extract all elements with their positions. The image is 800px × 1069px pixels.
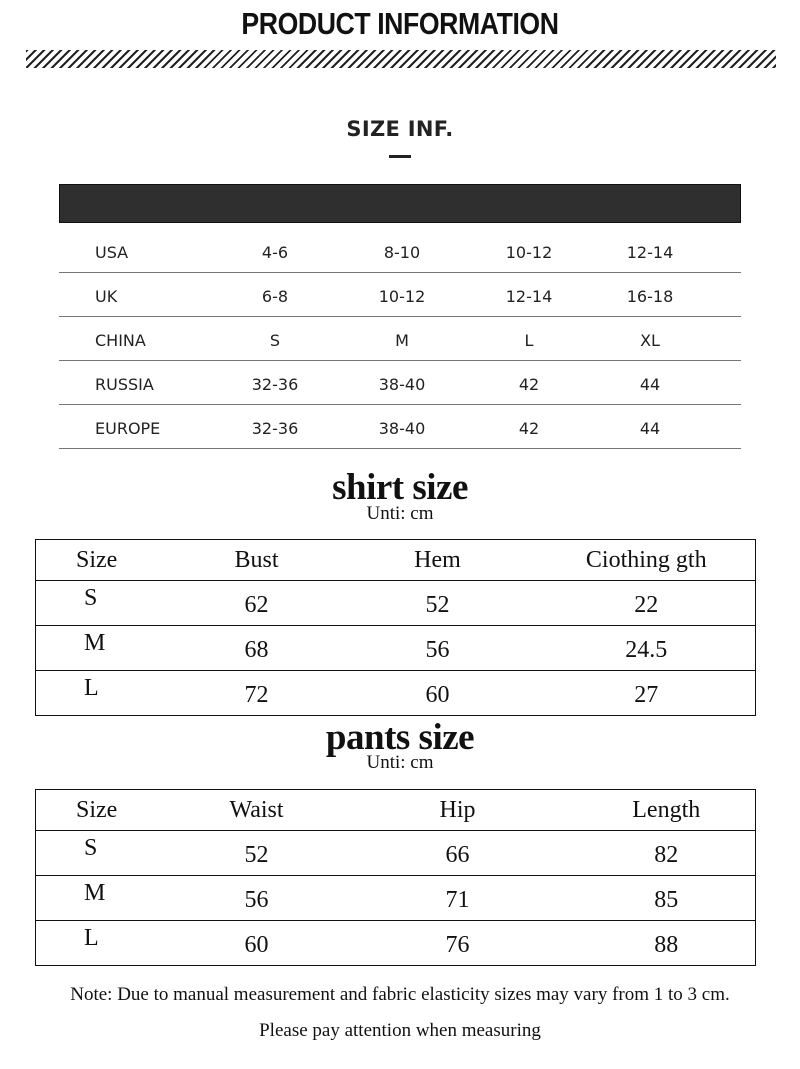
value-cell: 60 bbox=[176, 921, 338, 966]
region-label: UK bbox=[95, 287, 118, 306]
banner-title: PRODUCT INFORMATION bbox=[241, 6, 559, 41]
size-value: 38-40 bbox=[378, 419, 426, 438]
header-cell: Size bbox=[36, 790, 176, 831]
value-cell: 68 bbox=[176, 626, 338, 671]
value-cell: 56 bbox=[338, 626, 538, 671]
size-table-header-bar bbox=[59, 184, 741, 223]
shirt-row-m bbox=[36, 626, 756, 671]
size-value: S bbox=[269, 331, 281, 350]
pants-size-table bbox=[35, 789, 756, 966]
conversion-row-china bbox=[59, 317, 741, 361]
size-value: 44 bbox=[639, 375, 661, 394]
header-cell: Hem bbox=[338, 540, 538, 581]
header-cell: Waist bbox=[176, 790, 338, 831]
size-value: XL bbox=[640, 331, 660, 350]
pants-size-title: pants size bbox=[325, 717, 475, 758]
value-cell: 72 bbox=[176, 671, 338, 716]
size-value: 12-14 bbox=[626, 243, 674, 262]
value-cell: 71 bbox=[338, 876, 578, 921]
value-cell: 56 bbox=[176, 876, 338, 921]
size-value: 38-40 bbox=[378, 375, 426, 394]
value-cell: 27 bbox=[538, 671, 756, 716]
header-cell: Bust bbox=[176, 540, 338, 581]
size-value: 8-10 bbox=[383, 243, 421, 262]
shirt-row-l bbox=[36, 671, 756, 716]
hatched-divider bbox=[26, 50, 776, 68]
pants-unit-label: Unti: cm bbox=[366, 752, 434, 773]
shirt-unit-label: Unti: cm bbox=[366, 503, 434, 524]
size-value: 16-18 bbox=[626, 287, 674, 306]
size-value: 32-36 bbox=[251, 419, 299, 438]
conversion-row-uk bbox=[59, 273, 741, 317]
value-cell: 52 bbox=[176, 831, 338, 876]
pants-row-l bbox=[36, 921, 756, 966]
value-cell: 60 bbox=[338, 671, 538, 716]
shirt-size-title: shirt size bbox=[332, 467, 468, 508]
size-conversion-table bbox=[59, 229, 741, 449]
shirt-row-s bbox=[36, 581, 756, 626]
pants-row-m bbox=[36, 876, 756, 921]
title-underline-dash bbox=[389, 155, 411, 158]
value-cell: 66 bbox=[338, 831, 578, 876]
size-cell: M bbox=[36, 626, 176, 671]
size-cell: L bbox=[36, 921, 176, 966]
value-cell: 52 bbox=[338, 581, 538, 626]
header-cell: Hip bbox=[338, 790, 578, 831]
size-value: 10-12 bbox=[505, 243, 553, 262]
value-cell: 62 bbox=[176, 581, 338, 626]
header-cell: Length bbox=[578, 790, 756, 831]
size-value: 42 bbox=[518, 419, 540, 438]
header-cell: Ciothing gth bbox=[538, 540, 756, 581]
measurement-note: Note: Due to manual measurement and fabric elasticity sizes may vary from 1 to 3 cm. bbox=[70, 984, 730, 1005]
size-cell: M bbox=[36, 876, 176, 921]
shirt-header-row bbox=[36, 540, 756, 581]
size-value: 32-36 bbox=[251, 375, 299, 394]
pants-row-s bbox=[36, 831, 756, 876]
shirt-size-table bbox=[35, 539, 756, 716]
value-cell: 24.5 bbox=[538, 626, 756, 671]
size-value: L bbox=[524, 331, 534, 350]
size-value: 6-8 bbox=[261, 287, 289, 306]
size-value: 10-12 bbox=[378, 287, 426, 306]
conversion-row-europe bbox=[59, 405, 741, 449]
size-value: 12-14 bbox=[505, 287, 553, 306]
size-value: M bbox=[395, 331, 409, 350]
pants-header-row bbox=[36, 790, 756, 831]
value-cell: 82 bbox=[578, 831, 756, 876]
size-value: 4-6 bbox=[261, 243, 289, 262]
region-label: USA bbox=[95, 243, 129, 262]
size-cell: S bbox=[36, 581, 176, 626]
value-cell: 88 bbox=[578, 921, 756, 966]
region-label: RUSSIA bbox=[95, 375, 154, 394]
size-inf-title: SIZE INF. bbox=[346, 117, 454, 141]
value-cell: 22 bbox=[538, 581, 756, 626]
conversion-row-usa bbox=[59, 229, 741, 273]
conversion-row-russia bbox=[59, 361, 741, 405]
value-cell: 85 bbox=[578, 876, 756, 921]
size-value: 44 bbox=[639, 419, 661, 438]
header-cell: Size bbox=[36, 540, 176, 581]
size-value: 42 bbox=[518, 375, 540, 394]
measuring-reminder: Please pay attention when measuring bbox=[259, 1020, 541, 1041]
size-cell: S bbox=[36, 831, 176, 876]
size-cell: L bbox=[36, 671, 176, 716]
region-label: CHINA bbox=[95, 331, 146, 350]
region-label: EUROPE bbox=[95, 419, 161, 438]
value-cell: 76 bbox=[338, 921, 578, 966]
